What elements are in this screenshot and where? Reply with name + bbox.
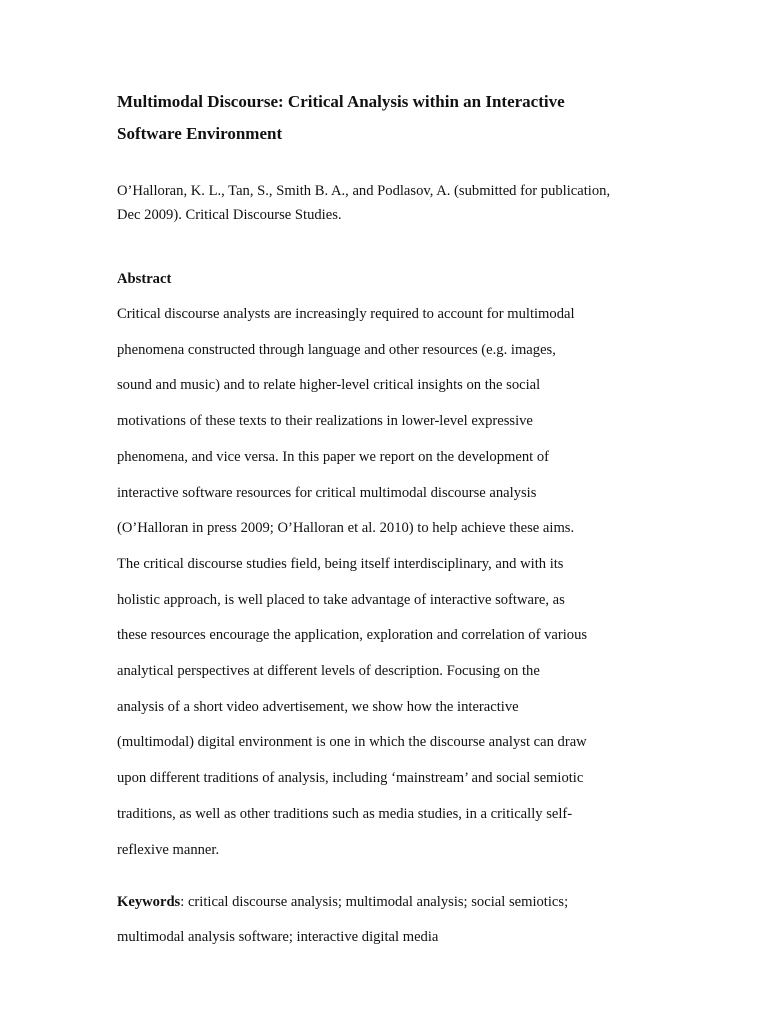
abstract-line: analysis of a short video advertisement, we show how the interactive xyxy=(117,699,519,715)
keywords-label: Keywords xyxy=(117,894,181,910)
abstract-line: interactive software resources for critical multimodal discourse analysis xyxy=(117,485,537,501)
abstract-line: Critical discourse analysts are increasingly required to account for multimodal xyxy=(117,306,575,322)
abstract-line: The critical discourse studies field, being itself interdisciplinary, and with its xyxy=(117,556,564,572)
abstract-line: holistic approach, is well placed to take advantage of interactive software, as xyxy=(117,592,565,608)
keywords-text: : critical discourse analysis; multimodal analysis; social semiotics; xyxy=(180,894,569,910)
abstract-line: motivations of these texts to their realizations in lower-level expressive xyxy=(117,413,533,429)
abstract-line: analytical perspectives at different levels of description. Focusing on the xyxy=(117,663,540,679)
paper-title-line-2: Software Environment xyxy=(117,124,283,143)
abstract-line: (multimodal) digital environment is one in which the discourse analyst can draw xyxy=(117,734,587,750)
abstract-heading: Abstract xyxy=(117,271,172,287)
paper-title-line-1: Multimodal Discourse: Critical Analysis within an Interactive xyxy=(117,92,565,111)
citation-line-1: O’Halloran, K. L., Tan, S., Smith B. A., and Podlasov, A. (submitted for publication, xyxy=(117,183,611,199)
abstract-line: sound and music) and to relate higher-level critical insights on the social xyxy=(117,377,541,393)
abstract-line: phenomena, and vice versa. In this paper we report on the development of xyxy=(117,449,549,465)
abstract-line: these resources encourage the application, exploration and correlation of various xyxy=(117,627,588,643)
abstract-line: reflexive manner. xyxy=(117,842,220,858)
abstract-line: traditions, as well as other traditions such as media studies, in a critically self- xyxy=(117,806,573,822)
abstract-line: phenomena constructed through language and other resources (e.g. images, xyxy=(117,342,556,358)
abstract-line: upon different traditions of analysis, including ‘mainstream’ and social semiotic xyxy=(117,770,584,786)
citation-line-2: Dec 2009). Critical Discourse Studies. xyxy=(117,207,342,223)
keywords-line-1 xyxy=(117,894,568,911)
abstract-line: (O’Halloran in press 2009; O’Halloran et al. 2010) to help achieve these aims. xyxy=(117,520,575,536)
keywords-line-2: multimodal analysis software; interactive digital media xyxy=(117,929,439,945)
